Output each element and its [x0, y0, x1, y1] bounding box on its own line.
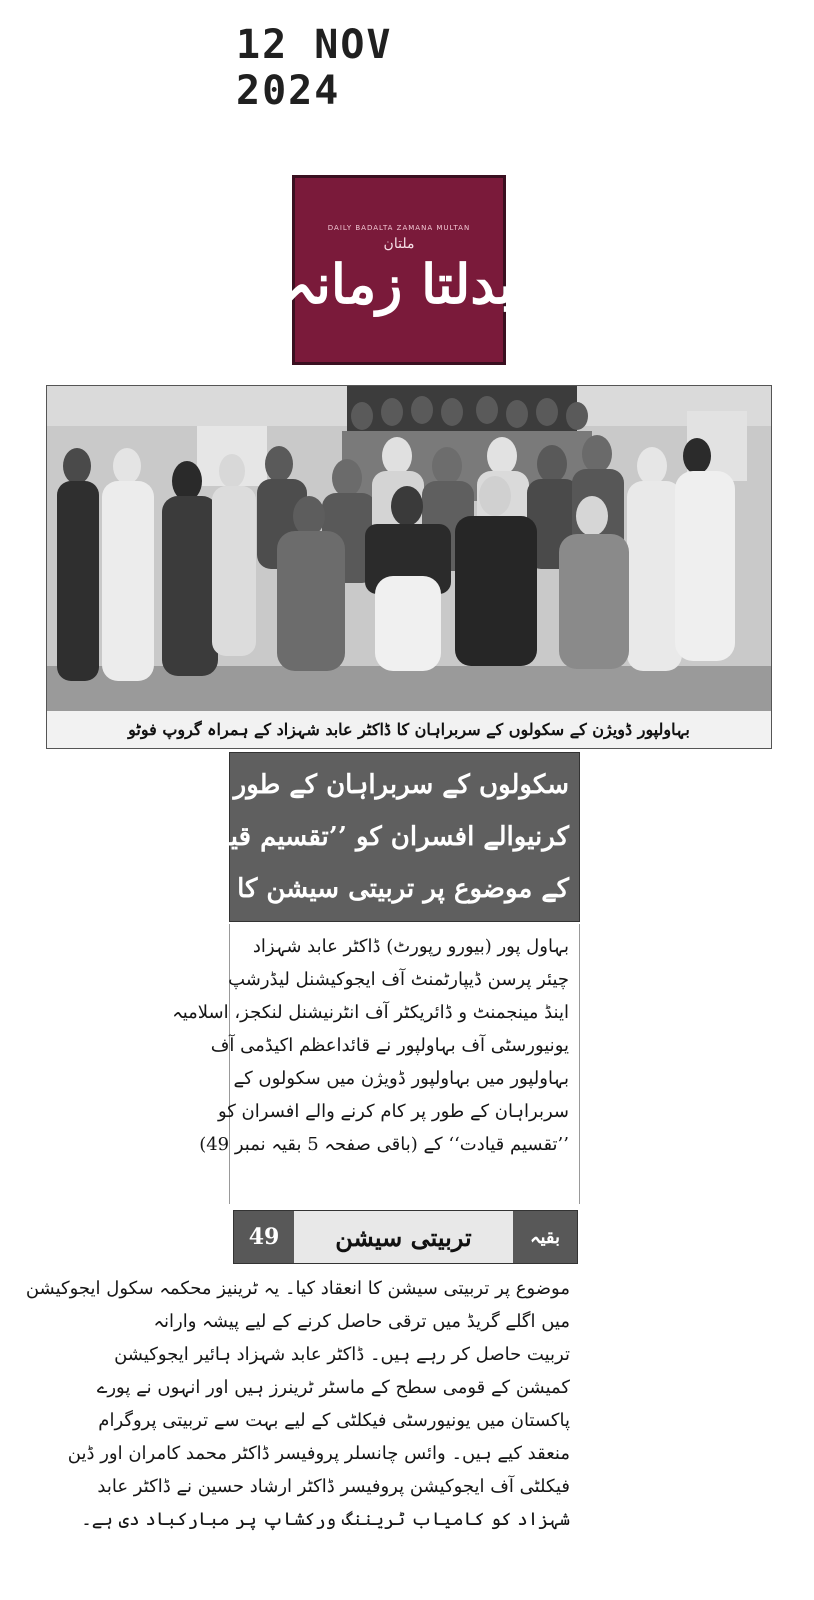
story-line: بہاولپور میں بہاولپور ڈویژن میں سکولوں کے [233, 1068, 569, 1089]
story-line: یونیورسٹی آف بہاولپور نے قائداعظم اکیڈمی آف [210, 1035, 569, 1056]
group-photo [47, 386, 771, 711]
continuation-header [233, 1210, 578, 1264]
masthead-name: بدلتا زمانہ [284, 252, 514, 316]
masthead-city: ملتان [383, 236, 415, 252]
continuation-line: شہزاد کو کامیاب ٹریننگ ورکشاپ پر مبارکباد دی ہے۔ [81, 1509, 570, 1530]
headline-line: کے موضوع پر تربیتی سیشن کا انعقاد [168, 874, 569, 904]
photo-caption: بہاولپور ڈویژن کے سکولوں کے سربراہان کا ڈاکٹر عابد شہزاد کے ہمراہ گروپ فوٹو [128, 720, 690, 739]
continuation-line: تربیت حاصل کر رہے ہیں۔ ڈاکٹر عابد شہزاد ہائیر ایجوکیشن [114, 1344, 570, 1365]
continuation-label: بقیہ [513, 1211, 577, 1263]
headline-box [157, 752, 580, 922]
date-stamp: 12 NOV 2024 [236, 22, 393, 114]
continuation-line: پاکستان میں یونیورسٹی فیکلٹی کے لیے بہت سے تربیتی پروگرام [98, 1410, 570, 1431]
story-line: چیئر پرسن ڈیپارٹمنٹ آف ایجوکیشنل لیڈرشپ [228, 969, 569, 990]
continuation-line: موضوع پر تربیتی سیشن کا انعقاد کیا۔ یہ ٹرینیز محکمہ سکول ایجوکیشن [25, 1278, 570, 1299]
continuation-line: فیکلٹی آف ایجوکیشن پروفیسر ڈاکٹر ارشاد حسین نے ڈاکٹر عابد [97, 1476, 570, 1497]
continuation-number: 49 [234, 1211, 294, 1263]
story-line: سربراہان کے طور پر کام کرنے والے افسران کو [217, 1101, 569, 1122]
story-body [172, 924, 580, 1204]
story-line: اینڈ مینجمنٹ و ڈائریکٹر آف انٹرنیشنل لنکجز، اسلامیہ [172, 1002, 569, 1023]
story-line: ’’تقسیم قیادت‘‘ کے (باقی صفحہ 5 بقیہ نمبر 49) [199, 1134, 569, 1155]
continuation-body [25, 1266, 580, 1596]
continuation-title: تربیتی سیشن [335, 1222, 472, 1252]
continuation-line: کمیشن کے قومی سطح کے ماسٹر ٹرینرز ہیں اور انہوں نے پورے [96, 1377, 570, 1398]
group-photo-illustration [47, 386, 771, 711]
headline-line: کرنیوالے افسران کو ’’تقسیم قیادت‘‘ [168, 822, 569, 852]
group-photo-block [46, 385, 772, 749]
newspaper-masthead [284, 175, 514, 365]
masthead-tagline: DAILY BADALTA ZAMANA MULTAN [327, 224, 471, 232]
story-line: بہاول پور (بیورو رپورٹ) ڈاکٹر عابد شہزاد [252, 936, 569, 957]
headline-line: سکولوں کے سربراہان کے طور پر کام [157, 770, 569, 800]
continuation-line: میں اگلے گریڈ میں ترقی حاصل کرنے کے لیے پیشہ وارانہ [153, 1311, 570, 1332]
continuation-line: منعقد کیے ہیں۔ وائس چانسلر پروفیسر ڈاکٹر محمد کامران اور ڈین [67, 1443, 570, 1464]
